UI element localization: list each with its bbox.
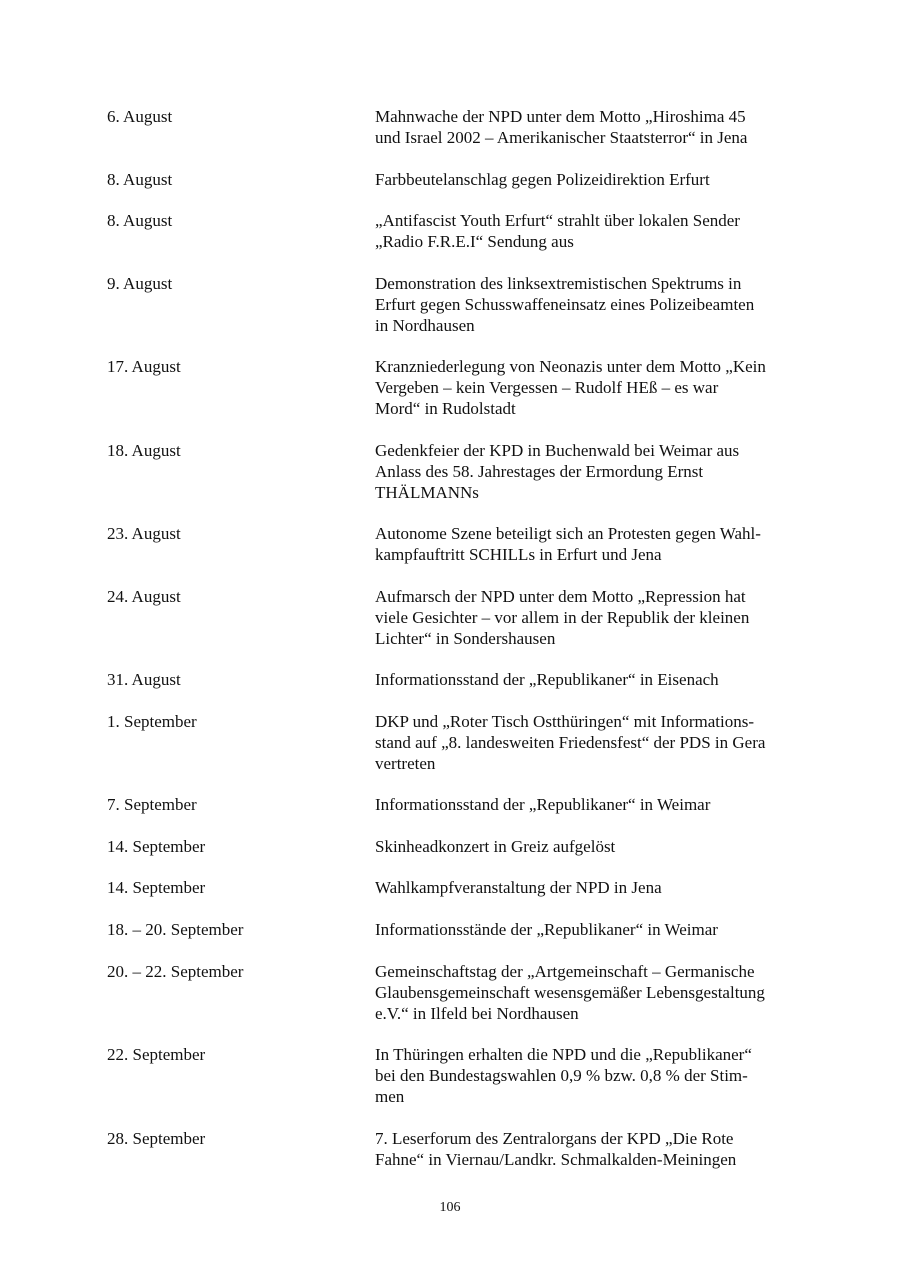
entry-date: 18. August xyxy=(107,441,181,460)
description-line: vertreten xyxy=(375,754,436,773)
description-line: Gedenkfeier der KPD in Buchenwald bei Weimar aus xyxy=(375,441,740,460)
description-line: „Radio F.R.E.I“ Sendung aus xyxy=(375,232,574,251)
description-line: Mahnwache der NPD unter dem Motto „Hiroshima 45 xyxy=(375,107,746,126)
description-line: in Nordhausen xyxy=(375,316,475,335)
entry-date: 8. August xyxy=(107,211,173,230)
description-line: und Israel 2002 – Amerikanischer Staatsterror“ in Jena xyxy=(375,128,748,147)
entry-date: 14. September xyxy=(107,837,206,856)
entry-date: 20. – 22. September xyxy=(107,962,244,981)
description-line: Lichter“ in Sondershausen xyxy=(375,629,556,648)
page-number: 106 xyxy=(439,1200,461,1215)
entry-description xyxy=(375,1044,800,1107)
entry-date: 8. August xyxy=(107,170,173,189)
description-line: 7. Leserforum des Zentralorgans der KPD „Die Rote xyxy=(375,1129,734,1148)
entry-description xyxy=(375,586,800,649)
description-line: e.V.“ in Ilfeld bei Nordhausen xyxy=(375,1004,579,1023)
entry-description xyxy=(375,210,800,252)
description-line: bei den Bundestagswahlen 0,9 % bzw. 0,8 % der Stim- xyxy=(375,1066,748,1085)
entry-date: 1. September xyxy=(107,712,197,731)
description-line: viele Gesichter – vor allem in der Republik der kleinen xyxy=(375,608,750,627)
description-line: „Antifascist Youth Erfurt“ strahlt über lokalen Sender xyxy=(375,211,740,230)
description-line: Wahlkampfveranstaltung der NPD in Jena xyxy=(375,878,662,897)
entry-date: 17. August xyxy=(107,357,181,376)
entry-description xyxy=(375,711,800,774)
entry-description xyxy=(375,919,800,940)
entry-date: 31. August xyxy=(107,670,181,689)
description-line: Mord“ in Rudolstadt xyxy=(375,399,516,418)
entry-date: 14. September xyxy=(107,878,206,897)
entry-description xyxy=(375,169,800,190)
entry-date: 24. August xyxy=(107,587,181,606)
description-line: Fahne“ in Viernau/Landkr. Schmalkalden-Meiningen xyxy=(375,1150,737,1169)
description-line: Vergeben – kein Vergessen – Rudolf HEß – es war xyxy=(375,378,719,397)
entry-date: 7. September xyxy=(107,795,197,814)
description-line: Skinheadkonzert in Greiz aufgelöst xyxy=(375,837,616,856)
entry-description xyxy=(375,523,800,565)
description-line: Aufmarsch der NPD unter dem Motto „Repression hat xyxy=(375,587,746,606)
description-line: kampfauftritt SCHILLs in Erfurt und Jena xyxy=(375,545,662,564)
description-line: Farbbeutelanschlag gegen Polizeidirektion Erfurt xyxy=(375,170,710,189)
description-line: Informationsstand der „Republikaner“ in Weimar xyxy=(375,795,711,814)
description-line: Informationsstände der „Republikaner“ in Weimar xyxy=(375,920,718,939)
entry-description xyxy=(375,669,800,690)
entry-description xyxy=(375,836,800,857)
description-line: DKP und „Roter Tisch Ostthüringen“ mit Informations- xyxy=(375,712,755,731)
description-line: Kranzniederlegung von Neonazis unter dem Motto „Kein xyxy=(375,357,766,376)
description-line: Autonome Szene beteiligt sich an Protesten gegen Wahl- xyxy=(375,524,761,543)
entry-description xyxy=(375,106,800,148)
description-line: Gemeinschaftstag der „Artgemeinschaft – Germanische xyxy=(375,962,755,981)
entry-date: 28. September xyxy=(107,1129,206,1148)
description-line: stand auf „8. landesweiten Friedensfest“ der PDS in Gera xyxy=(375,733,766,752)
description-line: THÄLMANNs xyxy=(375,483,479,502)
entry-description xyxy=(375,794,800,815)
entry-description xyxy=(375,961,800,1024)
entry-description xyxy=(375,440,800,503)
description-line: Glaubensgemeinschaft wesensgemäßer Lebensgestaltung xyxy=(375,983,765,1002)
description-line: In Thüringen erhalten die NPD und die „Republikaner“ xyxy=(375,1045,752,1064)
entry-date: 6. August xyxy=(107,107,173,126)
entry-date: 9. August xyxy=(107,274,173,293)
entry-description xyxy=(375,877,800,898)
entry-description xyxy=(375,1128,800,1170)
description-line: Demonstration des linksextremistischen Spektrums in xyxy=(375,274,742,293)
entry-date: 23. August xyxy=(107,524,181,543)
entry-date: 18. – 20. September xyxy=(107,920,244,939)
entry-date: 22. September xyxy=(107,1045,206,1064)
description-line: Erfurt gegen Schusswaffeneinsatz eines Polizeibeamten xyxy=(375,295,755,314)
entry-description xyxy=(375,273,800,336)
entry-description xyxy=(375,356,800,419)
description-line: Informationsstand der „Republikaner“ in Eisenach xyxy=(375,670,719,689)
description-line: Anlass des 58. Jahrestages der Ermordung Ernst xyxy=(375,462,704,481)
description-line: men xyxy=(375,1087,405,1106)
